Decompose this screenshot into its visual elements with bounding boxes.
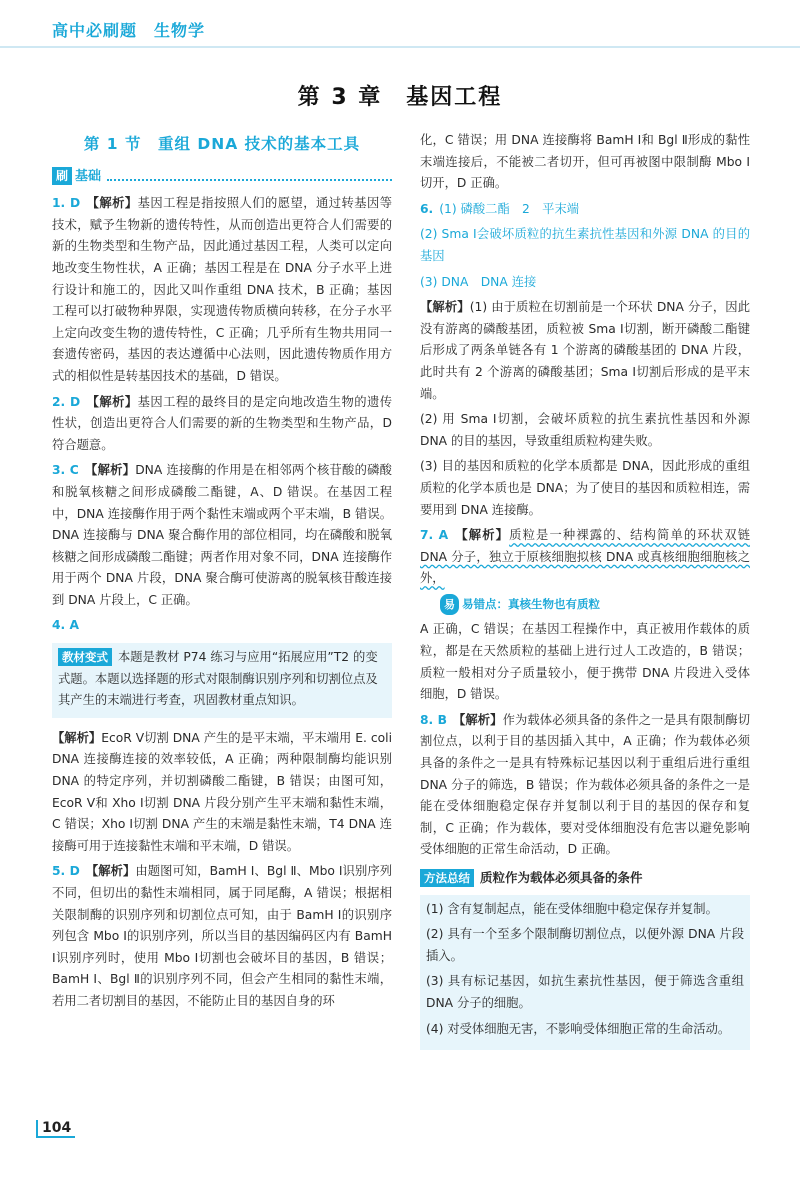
header-rule	[0, 46, 800, 48]
method-item-2: (2) 具有一个至多个限制酶切割位点，以便外源 DNA 片段插入。	[426, 927, 744, 963]
answer-6-explanation-3: (3) 目的基因和质粒的化学本质都是 DNA，因此形成的重组质粒的化学本质也是 DNA；为了使目的基因和质粒相连，需要用到 DNA 连接酶。	[420, 459, 750, 517]
chapter-title: 第 3 章 基因工程	[297, 85, 503, 110]
error-prone-note: 易 易错点：真核生物也有质粒	[440, 594, 750, 616]
book-header: 高中必刷题 生物学	[52, 21, 206, 40]
textbook-variant-box: 教材变式 本题是教材 P74 练习与应用“拓展应用”T2 的变式题。本题以选择题的形式对限制酶识别序列和切割位点及其产生的末端进行考查，巩固教材重点知识。	[52, 643, 392, 718]
answer-7: 7. A 【解析】质粒是一种裸露的、结构简单的环状双链 DNA 分子，独立于原核细胞拟核 DNA 或真核细胞细胞核之外，	[420, 528, 750, 586]
answer-4-explanation: 【解析】EcoR Ⅴ切割 DNA 产生的是平末端，平末端用 E. coli DNA 连接酶连接的效率较低，A 正确；两种限制酶均能识别 DNA 的特定序列，并切割磷酸二酯键，B 错误；由图可知，EcoR Ⅴ和 Xho Ⅰ切割 DNA 片段分别产生平末端和黏性末端，C 错误；Xho Ⅰ切割 DNA 产生的末端是黏性末端，T4 DNA 连接酶可用于连接黏性末端和平末端，D 错误。	[52, 730, 392, 853]
warning-icon: 易	[440, 594, 459, 616]
basic-tag: 刷	[52, 167, 72, 185]
answer-7-explanation: A 正确，C 错误；在基因工程操作中，真正被用作载体的质粒，都是在天然质粒的基础上进行过人工改造的，B 错误；质粒一般相对分子质量较小，便于携带 DNA 片段进入受体细胞，D 错误。	[420, 622, 750, 702]
method-summary-tag: 方法总结	[420, 869, 474, 887]
answer-6: 6. (1) 磷酸二酯 2 平末端	[420, 201, 580, 216]
answer-4: 4. A	[52, 618, 80, 633]
basic-section-bar	[52, 166, 392, 188]
section-title: 第 1 节 重组 DNA 技术的基本工具	[83, 135, 361, 153]
right-column	[420, 130, 750, 1060]
answer-6-part-2: (2) Sma Ⅰ会破坏质粒的抗生素抗性基因和外源 DNA 的目的基因	[420, 227, 750, 263]
method-item-3: (3) 具有标记基因，如抗生素抗性基因，便于筛选含重组 DNA 分子的细胞。	[426, 974, 744, 1010]
answer-1: 1. D 【解析】基因工程是指按照人们的愿望，通过转基因等技术，赋予生物新的遗传特性，从而创造出更符合人们需要的新的生物类型和生物产品，因此通过基因工程，人类可以定向地改变生物性状，A 正确；基因工程是在 DNA 分子水平上进行设计和施工的，因此又叫作重组 DNA 技术，B 正确；基因工程可以打破物种界限，实现遗传物质横向转移，在分子水平上定向改变生物的遗传特性，C 正确；几乎所有生物共用同一套遗传密码，基因的表达遵循中心法则，因此遗传物质作用方式的相似性是转基因技术的基础，D 错误。	[52, 196, 392, 383]
method-summary-box	[420, 895, 750, 1051]
basic-label: 基础	[75, 168, 102, 184]
answer-8: 8. B 【解析】作为载体必须具备的条件之一是具有限制酶切割位点，以利于目的基因插入其中，A 正确；作为载体必须具备的条件之一是具有特殊标记基因以利于重组后进行重组 DNA 分子的筛选，B 错误；作为载体必须具备的条件之一是能在受体细胞稳定保存并复制以利于目的基因的保存和复制，C 正确；作为载体，要对受体细胞没有危害以避免影响受体细胞的正常生命活动，D 正确。	[420, 712, 750, 857]
answer-5-continued: 化，C 错误；用 DNA 连接酶将 BamH Ⅰ和 Bgl Ⅱ形成的黏性末端连接后，不能被二者切开，但可再被图中限制酶 Mbo Ⅰ切开，D 正确。	[420, 133, 750, 191]
answer-5: 5. D 【解析】由题图可知，BamH Ⅰ、Bgl Ⅱ、Mbo Ⅰ识别序列不同，但切出的黏性末端相同，属于同尾酶，A 错误；根据相关限制酶的识别序列和切割位点可知，由于 BamH Ⅰ的识别序列包含 Mbo Ⅰ的识别序列，所以当目的基因编码区内有 BamH Ⅰ识别序列时，使用 Mbo Ⅰ切割也会破坏目的基因，B 错误；BamH Ⅰ、Bgl Ⅱ的识别序列不同，但会产生相同的黏性末端，若用二者切割目的基因，不能防止目的基因自身的环	[52, 864, 392, 1008]
dotted-rule	[107, 171, 392, 181]
method-item-4: (4) 对受体细胞无害，不影响受体细胞正常的生命活动。	[426, 1021, 731, 1036]
answer-6-explanation-2: (2) 用 Sma Ⅰ切割，会破坏质粒的抗生素抗性基因和外源 DNA 的目的基因，导致重组质粒构建失败。	[420, 412, 750, 448]
textbook-variant-tag: 教材变式	[58, 648, 112, 666]
method-summary-title: 质粒作为载体必须具备的条件	[480, 870, 643, 885]
answer-2: 2. D 【解析】基因工程的最终目的是定向地改造生物的遗传性状，创造出更符合人们需要的新的生物类型和生物产品，D 符合题意。	[52, 394, 392, 452]
answer-6-part-3: (3) DNA DNA 连接	[420, 274, 537, 289]
answer-3: 3. C 【解析】DNA 连接酶的作用是在相邻两个核苷酸的磷酸和脱氧核糖之间形成磷酸二酯键，A、D 错误。在基因工程中，DNA 连接酶作用于两个黏性末端或两个平末端，B 错误。DNA 连接酶与 DNA 聚合酶作用的部位相同，均在磷酸和脱氧核糖之间形成磷酸二酯键；两者作用对象不同，DNA 连接酶作用于两个 DNA 片段，DNA 聚合酶可使游离的脱氧核苷酸连接到 DNA 片段上，C 正确。	[52, 463, 392, 607]
page-number: 104	[36, 1120, 75, 1138]
answer-6-explanation-1: 【解析】(1) 由于质粒在切割前是一个环状 DNA 分子，因此没有游离的磷酸基团，质粒被 Sma Ⅰ切割，断开磷酸二酯键后形成了两条单链各有 1 个游离的磷酸基团的 DNA 片段，此时共有 2 个游离的磷酸基团；Sma Ⅰ切割后形成的是平末端。	[420, 300, 750, 401]
method-summary-header	[420, 867, 750, 889]
method-item-1: (1) 含有复制起点，能在受体细胞中稳定保存并复制。	[426, 901, 718, 916]
left-column	[52, 130, 392, 1017]
